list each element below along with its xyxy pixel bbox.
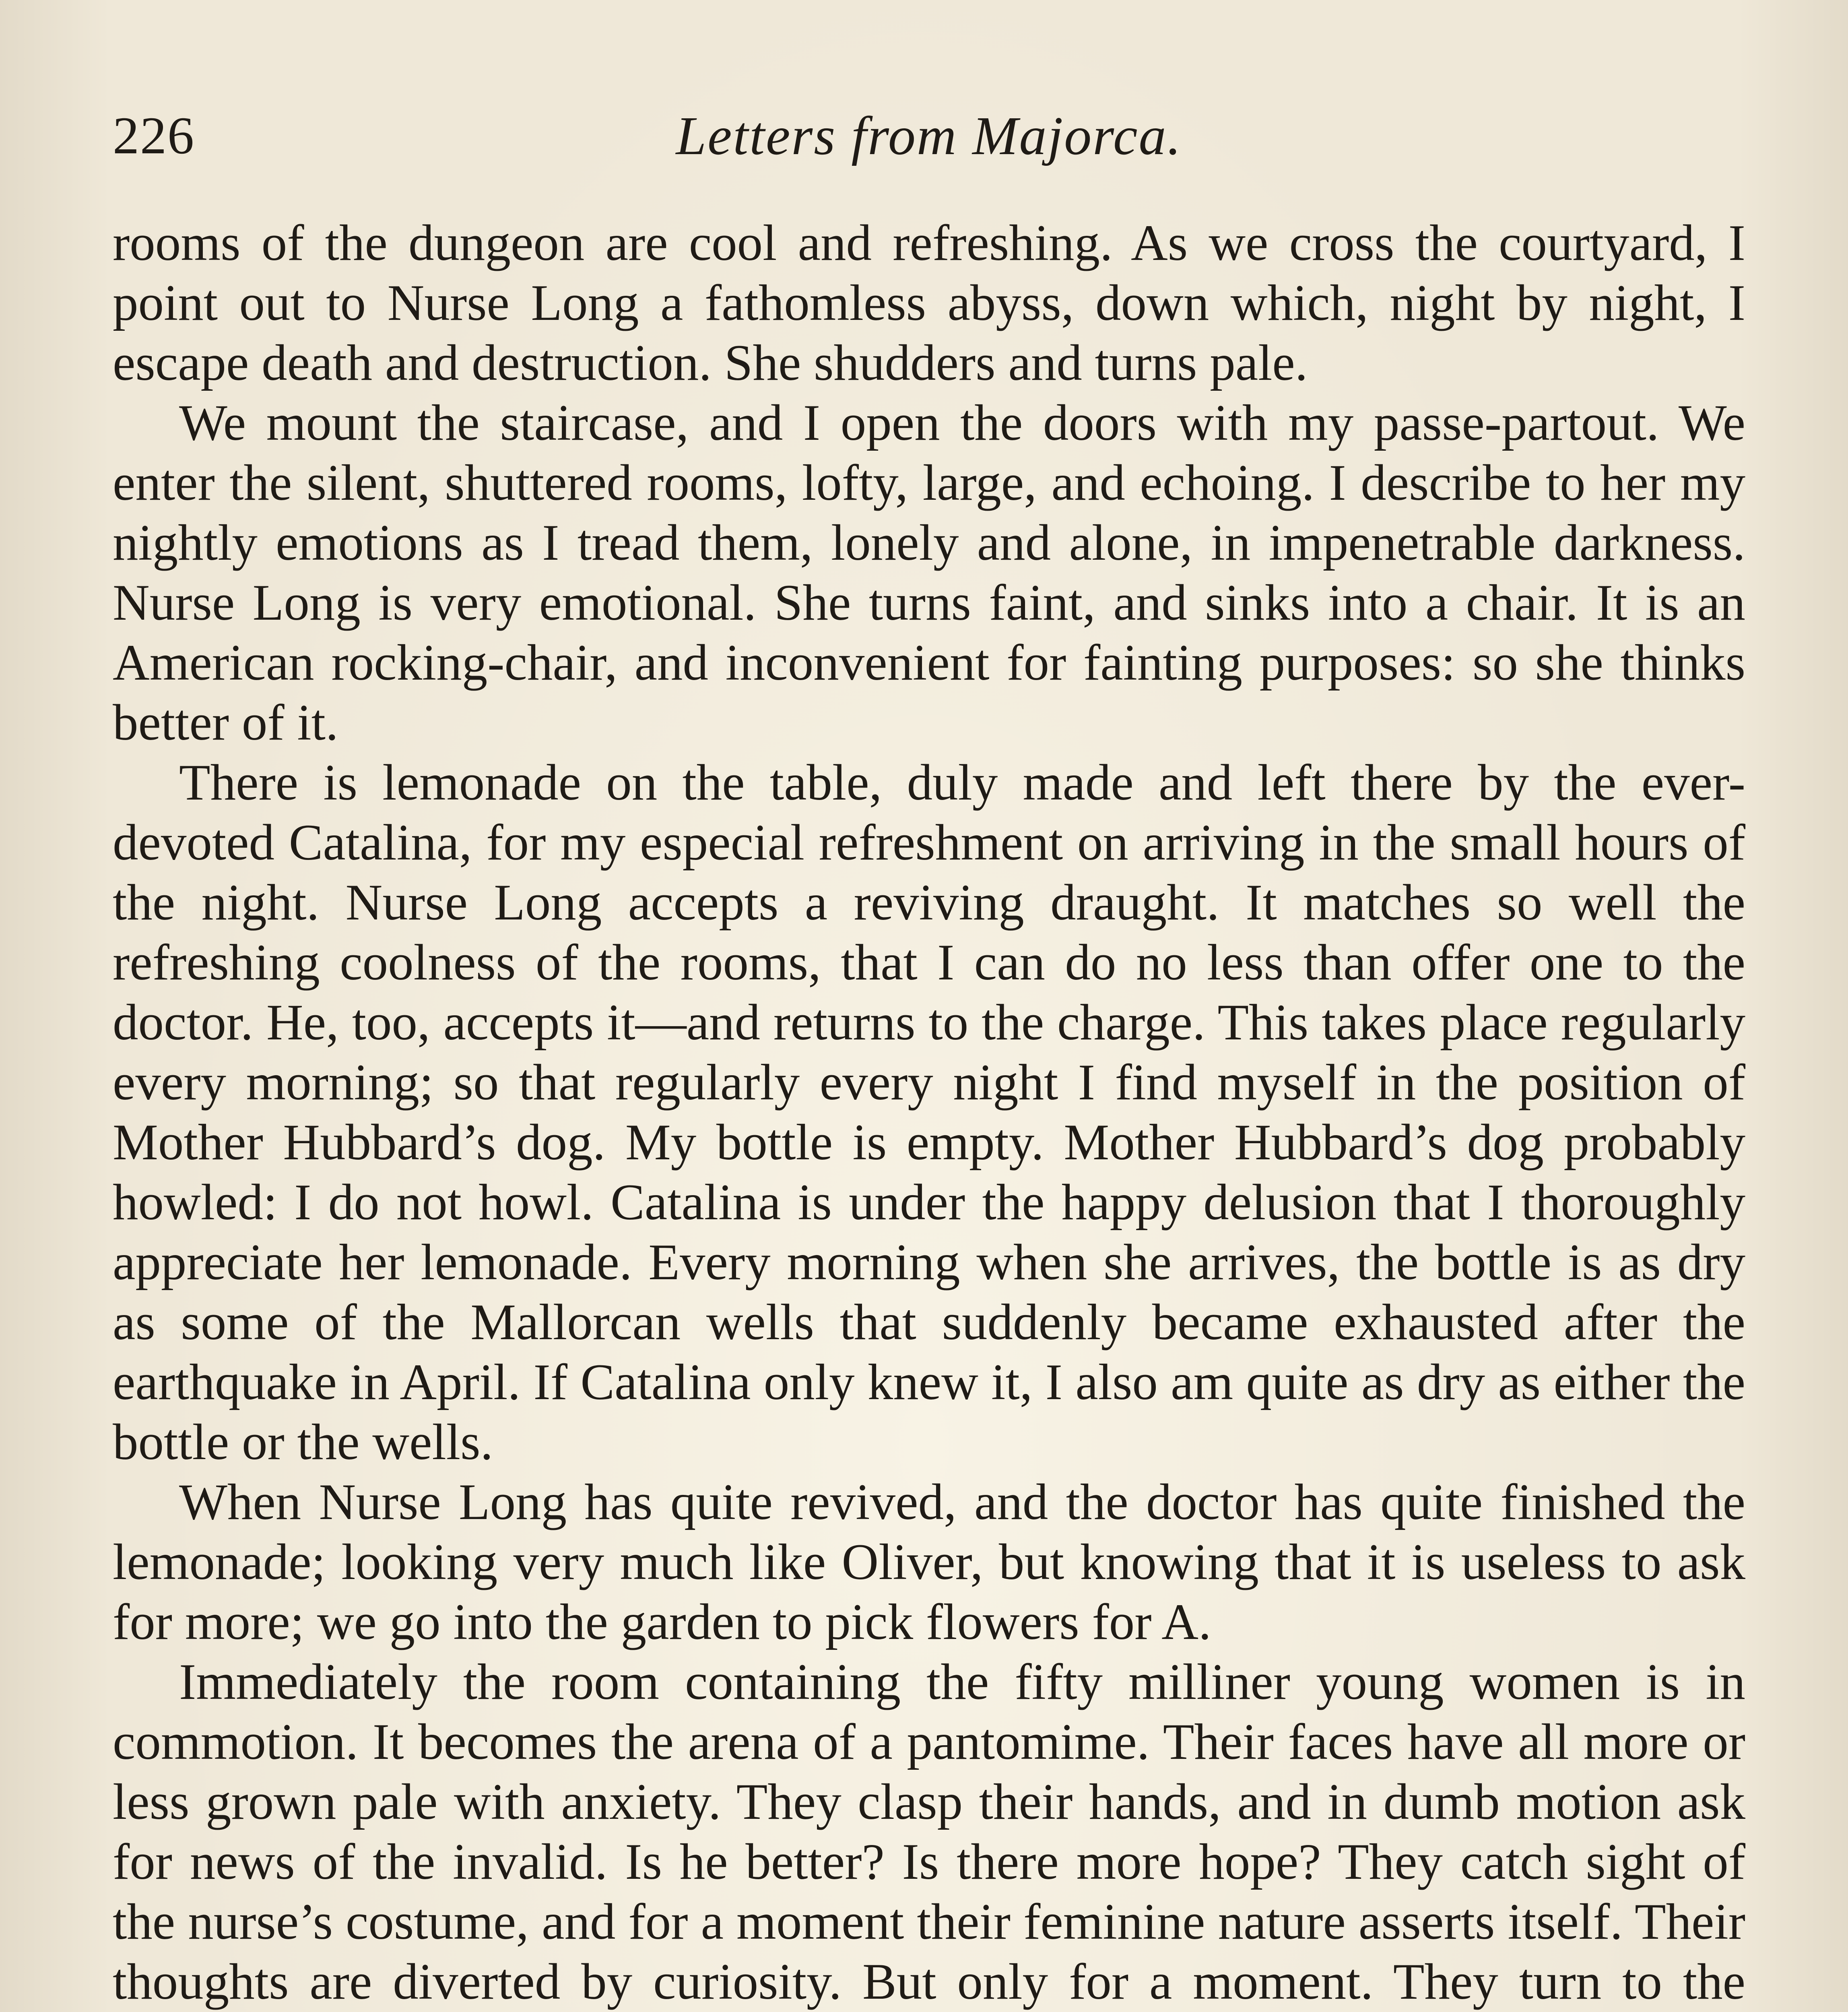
paragraph-milliners: Immediately the room containing the fifty milliner young women is in commotion. It becomes the arena of a pantomime. Their faces have all more or less grown pale with anxiety. They clasp their hands, and in dumb motion ask for news of the invalid. Is he better? Is there more hope? They catch sight of the nurse’s costume, and for a moment their feminine nature asserts itself. Their thoughts are diverted by curiosity. But only for a moment. They turn to the [113,1654,1745,2010]
paragraph-garden: When Nurse Long has quite revived, and the doctor has quite finished the lemonade; looking very much like Oliver, but knowing that it is useless to ask for more; we go into the garden to pick flowers for A. [113,1474,1745,1650]
running-head [113,93,1745,181]
page-number: 226 [113,106,195,165]
paragraph-continued: rooms of the dungeon are cool and refreshing. As we cross the courtyard, I point out to Nurse Long a fathomless abyss, down which, night by night, I escape death and destruction. She shudders and turns pale. [113,215,1745,391]
paragraph-lemonade: There is lemonade on the table, duly made and left there by the ever-devoted Catalina, for my especial refreshment on arriving in the small hours of the night. Nurse Long accepts a reviving draught. It matches so well the refreshing coolness of the rooms, that I can do no less than offer one to the doctor. He, too, accepts it—and returns to the charge. This takes place regularly every morning; so that regularly every night I find myself in the position of Mother Hubbard’s dog. My bottle is empty. Mother Hubbard’s dog probably howled: I do not howl. Catalina is under the happy delusion that I thoroughly appreciate her lemonade. Every morning when she arrives, the bottle is as dry as some of the Mallorcan wells that suddenly became exhausted after the earthquake in April. If Catalina only knew it, I also am quite as dry as either the bottle or the wells. [113,754,1745,1470]
body-text [113,213,1745,2012]
running-title: Letters from Majorca. [676,106,1182,166]
paragraph-staircase: We mount the staircase, and I open the doors with my passe-partout. We enter the silent, shuttered rooms, lofty, large, and echoing. I describe to her my nightly emotions as I tread them, lonely and alone, in impenetrable darkness. Nurse Long is very emotional. She turns faint, and sinks into a chair. It is an American rocking-chair, and inconvenient for fainting purposes: so she thinks better of it. [113,395,1745,751]
